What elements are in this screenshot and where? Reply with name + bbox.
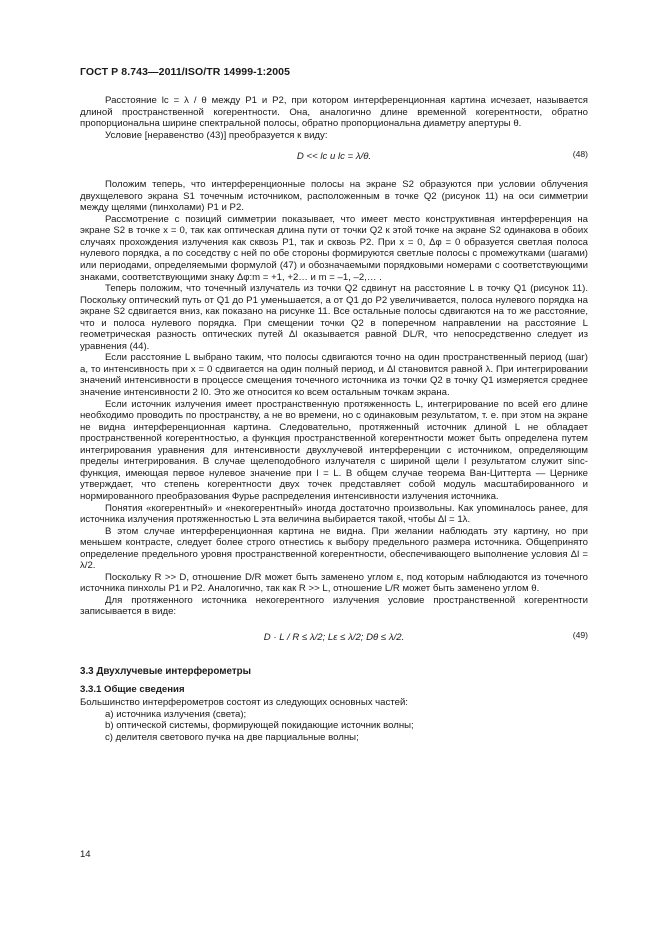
paragraph: В этом случае интерференционная картина не видна. При желании наблюдать эту картину, но при меньшем контрасте, следует более строго отнестись к выбору предельного размера источника. Общепринято определение предельного уровня пространственной когерентности, обеспечивающего выполнение условия Δl = λ/2.: [80, 525, 588, 572]
formula-text: D · L / R ≤ λ/2; Lε ≤ λ/2; Dθ ≤ λ/2.: [263, 631, 405, 643]
paragraph: Поскольку R >> D, отношение D/R может быть заменено углом ε, под которым наблюдаются из точечного источника пинхолы P1 и P2. Аналогично, так как R >> L, отношение L/R может быть заменено углом θ.: [80, 571, 588, 595]
paragraph: Если источник излучения имеет пространственную протяженность L, интегрирование по всей его длине необходимо проводить по пространству, а не во времени, но с одинаковым результатом, т. е. при этом на экране не видна интерференционная картина. Следовательно, протяженный источник длиной L не обладает пространственной когерентностью, а функция пространственной когерентности может быть определена путем интегрирования уравнения для интенсивности двухлучевой интерференции с источником, определяющим пределы интегрирования. В случае щелеподобного излучателя с шириной щели l результатом служит sinc-функция, имеющая первое нулевое значение при l = L. В общем случае теорема Ван-Циттерта — Цернике утверждает, что степень когерентности двух точек представляет собой модуль масштабированного и нормированного преобразования Фурье распределения интенсивности излучения источника.: [80, 398, 588, 502]
formula-48: [80, 145, 588, 171]
formula-text: D << lc и lc = λ/θ.: [296, 151, 372, 163]
paragraph: Положим теперь, что интерференционные полосы на экране S2 образуются при условии облучения двухщелевого экрана S1 точечным источником, расположенным в точке Q2 (рисунок 11) на оси симметрии между щелями (пинхолами) P1 и P2.: [80, 179, 588, 214]
list-item: a) источника излучения (света);: [105, 708, 247, 720]
formula-number: (48): [572, 149, 588, 160]
formula-49: [80, 622, 588, 656]
paragraph: Понятия «когерентный» и «некогерентный» иногда достаточно произвольны. Как упоминалось ранее, для источника излучения протяженностью L эта величина выбирается такой, чтобы Δl = 1λ.: [80, 502, 588, 526]
subsection-title: 3.3.1 Общие сведения: [80, 683, 185, 695]
page-number: 14: [80, 849, 91, 860]
paragraph: Рассмотрение с позиций симметрии показывает, что имеет место конструктивная интерференция на экране S2 в точке x = 0, так как оптическая длина пути от точки Q2 к этой точке на экране S2 одинакова в обоих случаях прохождения излучения как сквозь P1, так и сквозь P2. При x = 0, Δφ = 0 образуется светлая полоса нулевого порядка, а по соседству с ней по обе стороны формируются светлые полосы с промежутками (шагами) или периодами, определяемыми формулой (47) и обозначаемыми порядковыми номерами с соответствующими знаками, соответствующими знаку Δφ:m = +1, +2… и m = –1, –2,… .: [80, 213, 588, 283]
paragraph: Если расстояние L выбрано таким, что полосы сдвигаются точно на один пространственный период (шаг) a, то интенсивность при x = 0 сдвигается на один полный период, и Δl становится равной λ. При интегрировании значений интенсивности в процессе смещения точечного источника из точки Q2 в точку Q1 измеряется среднее значение интенсивности 2 I0. Это же относится ко всем остальным точкам экрана.: [80, 352, 588, 399]
main-content: [80, 95, 588, 743]
paragraph: Большинство интерферометров состоят из следующих основных частей:: [80, 697, 408, 709]
paragraph: Для протяженного источника некогерентного излучения условие пространственной когерентности записывается в виде:: [80, 594, 588, 618]
list-item: b) оптической системы, формирующей покидающие источник волны;: [105, 720, 414, 732]
section-title: 3.3 Двухлучевые интерферометры: [80, 665, 251, 677]
paragraph: Расстояние lc = λ / θ между P1 и P2, при котором интерференционная картина исчезает, называется длиной пространственной когерентности. Она, аналогично длине временной когерентности, обратно пропорциональна ширине спектральной полосы, обратно пропорциональна диаметру апертуры θ.: [80, 95, 588, 130]
formula-number: (49): [572, 629, 588, 640]
document-header: ГОСТ Р 8.743—2011/ISO/TR 14999-1:2005: [80, 66, 291, 78]
list-item: c) делителя светового пучка на две парциальные волны;: [105, 731, 359, 743]
paragraph: Теперь положим, что точечный излучатель из точки Q2 сдвинут на расстояние L в точку Q1 (рисунок 11). Поскольку оптический путь от Q1 до P1 уменьшается, а от Q1 до P2 увеличивается, полоса нулевого порядка на экране S2 сдвигается вниз, как показано на рисунке 11. Все остальные полосы сдвигаются на то же расстояние, что и полоса нулевого порядка. При смещении точки Q2 в поперечном направлении на расстояние L геометрическая разность оптических путей Δl оказывается равной DL/R, что непосредственно следует из уравнения (44).: [80, 283, 588, 352]
parts-list: [80, 709, 588, 744]
paragraph: Условие [неравенство (43)] преобразуется к виду:: [105, 129, 328, 141]
